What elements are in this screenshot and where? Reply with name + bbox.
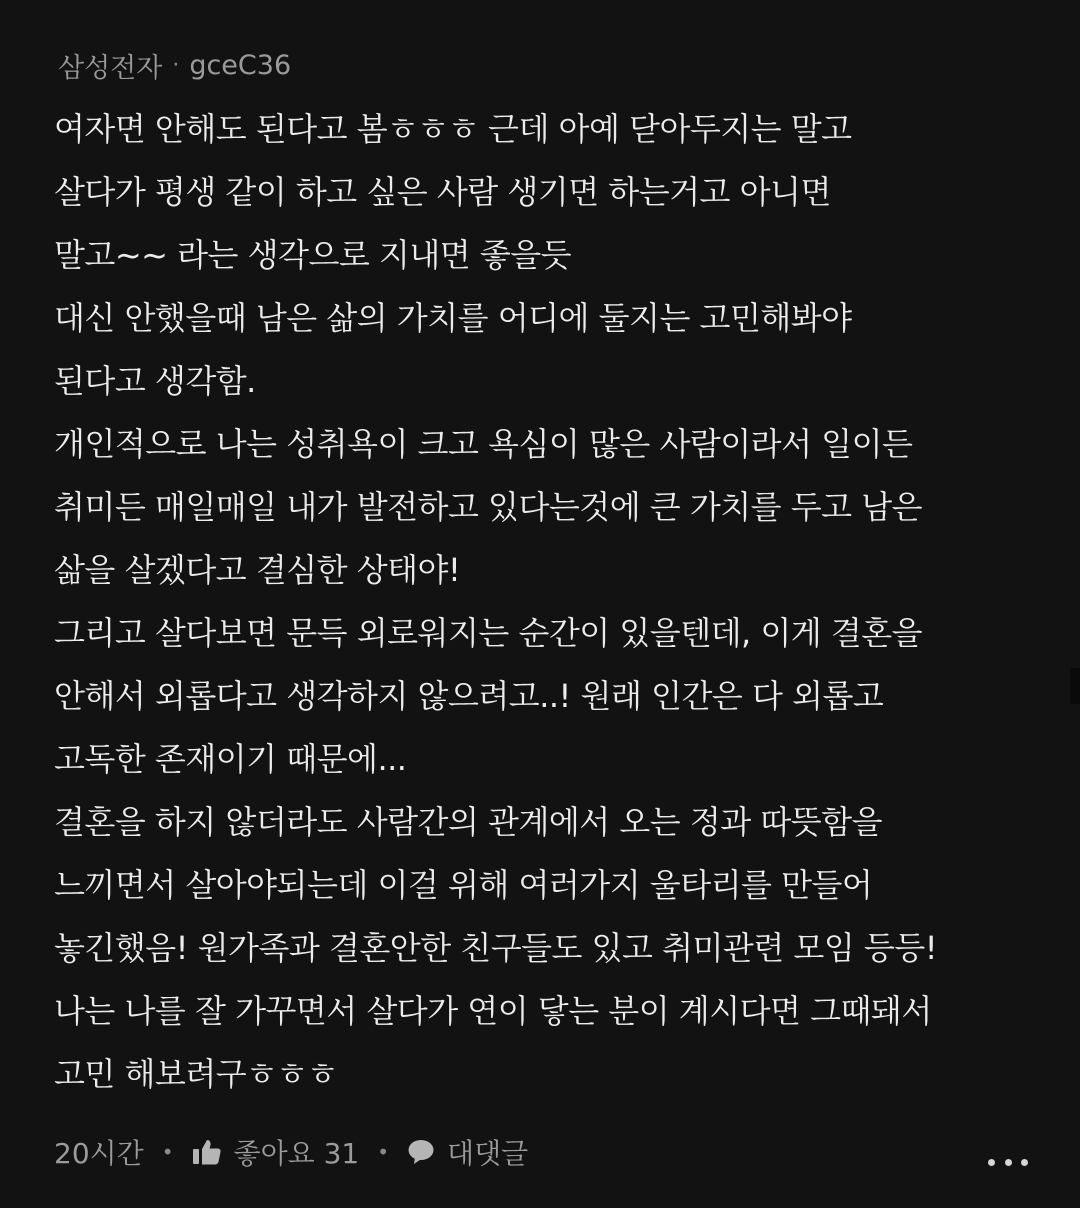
like-button[interactable] — [192, 1132, 360, 1172]
comment-line: 여자면 안해도 된다고 봄ㅎㅎㅎ 근데 아예 닫아두지는 말고 — [54, 110, 852, 148]
comment-line: 된다고 생각함. — [54, 362, 256, 400]
comment-footer — [54, 1128, 1040, 1176]
comment-line: 고민 해보려구ㅎㅎㅎ — [54, 1055, 338, 1093]
comment-line: 개인적으로 나는 성취욕이 크고 욕심이 많은 사람이라서 일이든 — [54, 425, 913, 463]
author-username[interactable]: gceC36 — [189, 49, 292, 81]
author-affiliation[interactable]: 삼성전자 — [58, 52, 163, 84]
footer-separator: • — [161, 1140, 174, 1164]
footer-separator: • — [377, 1140, 390, 1164]
comment-header — [58, 40, 1044, 90]
comment — [54, 40, 1044, 1106]
reply-label: 대댓글 — [447, 1137, 529, 1170]
comment-line: 삶을 살겠다고 결심한 상태야! — [54, 551, 461, 589]
comment-line: 안해서 외롭다고 생각하지 않으려고..! 원래 인간은 다 외롭고 — [54, 677, 884, 715]
like-count-label: 좋아요 31 — [233, 1137, 360, 1170]
comment-line: 취미든 매일매일 내가 발전하고 있다는것에 큰 가치를 두고 남은 — [54, 488, 923, 526]
comment-line: 대신 안했을때 남은 삶의 가치를 어디에 둘지는 고민해봐야 — [54, 299, 852, 337]
thumbs-up-icon — [192, 1138, 222, 1166]
comment-line: 나는 나를 잘 가꾸면서 살다가 연이 닿는 분이 계시다면 그때돼서 — [54, 992, 932, 1030]
comment-line: 말고~~ 라는 생각으로 지내면 좋을듯 — [54, 236, 572, 274]
speech-bubble-icon — [407, 1138, 435, 1166]
timestamp: 20시간 — [54, 1137, 144, 1170]
header-separator: · — [172, 52, 180, 78]
more-options-button[interactable] — [988, 1150, 1028, 1174]
scrollbar-thumb[interactable] — [1070, 668, 1080, 704]
comment-line: 느끼면서 살아야되는데 이걸 위해 여러가지 울타리를 만들어 — [54, 866, 873, 904]
comment-line: 고독한 존재이기 때문에... — [54, 740, 407, 778]
more-dots-icon — [1005, 1159, 1012, 1166]
comment-body — [54, 98, 1044, 1106]
comment-line: 그리고 살다보면 문득 외로워지는 순간이 있을텐데, 이게 결혼을 — [54, 614, 923, 652]
comment-line: 놓긴했음! 원가족과 결혼안한 친구들도 있고 취미관련 모임 등등! — [54, 929, 938, 967]
more-dots-icon — [1021, 1159, 1028, 1166]
reply-button[interactable] — [407, 1132, 528, 1172]
comment-line: 결혼을 하지 않더라도 사람간의 관계에서 오는 정과 따뜻함을 — [54, 803, 883, 841]
more-dots-icon — [988, 1159, 995, 1166]
comment-line: 살다가 평생 같이 하고 싶은 사람 생기면 하는거고 아니면 — [54, 173, 831, 211]
